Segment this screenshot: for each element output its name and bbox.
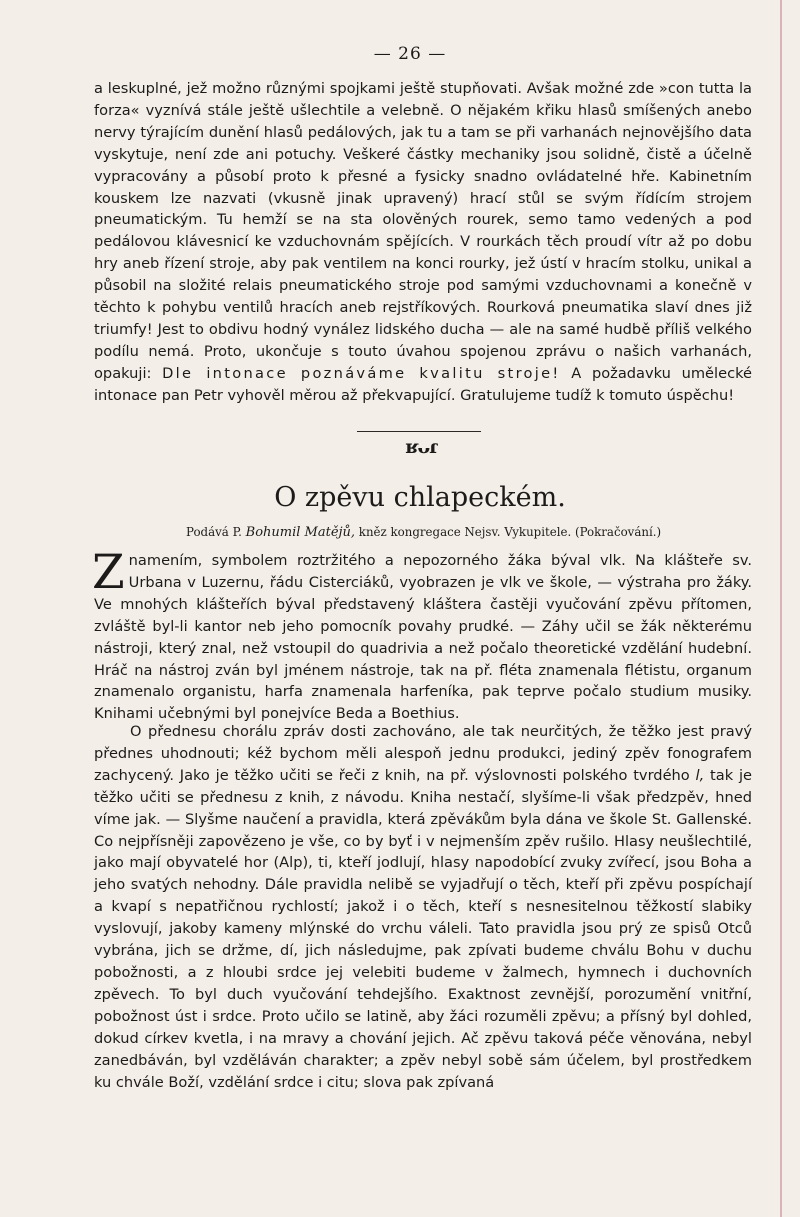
paragraph-text: tak je těžko učiti se přednesu z knih, z návodu. Kniha nestačí, slyšíme-li však předzpěv, hned víme jak. — Slyšme naučení a pravidla, která zpěvákům byla dána ve škole St. Gallenské. Co nejpřísněji zapovězeno je vše, co by byť i v nejmenším zpěv rušilo. Hlasy neušlechtilé, jako mají obyvatelé hor (Alp), ti, kteří jodlují, hlasy napodobící zvuky zvířecí, jsou Boha a jeho svatých nehodny. Dále pravidla nelibě se vyjadřují o těch, kteří při zpěvu pospíchají a kvapí s nepatřičnou rychlostí; jakož i o těch, kteří s nesnesitelnou těžkostí slabiky vyslovují, jakoby kameny mlýnské do vrchu váleli. Tato pravidla jsou prý ze spisů Otců vybrána, jich se držme, dí, jich následujme, pak zpívati budeme chválu Bohu v duchu pobožnosti, a z hloubi srdce jej velebiti budeme v žalmech, hymnech i duchovních zpěvech. To byl duch vyučování tehdejšího. Exaktnost zevnější, porozumění vnitřní, pobožnost úst i srdce. Proto učilo se latině, aby žáci rozuměli zpěvu; a přísný byl dohled, dokud církev kvetla, i na mravy a chování jejich. Ač zpěvu taková péče věnována, nebyl zanedbáván, byl vzděláván charakter; a zpěv nebyl sobě sám účelem, byl prostředkem ku chvále Boží, vzdělání srdce i citu; slova pak zpívaná bbox=[94, 766, 752, 1091]
paragraph-intro bbox=[92, 545, 752, 725]
page-number: — 26 — bbox=[373, 44, 447, 64]
ornament-icon: ʁᴗɾ bbox=[405, 436, 437, 458]
article-byline bbox=[186, 525, 746, 540]
section-divider bbox=[357, 431, 481, 432]
byline-suffix: kněz kongregace Nejsv. Vykupitele. (Pokračování.) bbox=[355, 525, 662, 539]
page-edge-line bbox=[780, 0, 782, 1217]
paragraph-organ-review bbox=[94, 78, 752, 407]
paragraph-text: O přednesu chorálu zpráv dosti zachováno, ale tak neurčitých, že těžko jest pravý přednes uhodnouti; kéž bychom měli alespoň jednu produkci, jediný zpěv fonografem zachycený. Jako je těžko učiti se řeči z knih, na př. výslovnosti polského tvrdého bbox=[94, 723, 752, 784]
paragraph-text: namením, symbolem roztržitého a nepozorného žáka býval vlk. Na klášteře sv. Urbana v Luzernu, řádu Cisterciáků, vyobrazen je vlk ve škole, — výstraha pro žáky. Ve mnohých klášteřích býval představený kláštera častěji vyučování zpěvu přítomen, zvláště byl-li kantor neb jeho pomocník povahy prudké. — Záhy učil se žák některému nástroji, který znal, než vstoupil do quadrivia a než počalo theoretické vzdělání hudební. Hráč na nástroj zván byl jménem nástroje, tak na př. fléta znamenala flétistu, organum znamenalo organistu, harfa znamenala harfeníka, pak teprve počalo studium musiky. Knihami učebnými byl ponejvíce Beda a Boethius. bbox=[94, 552, 752, 723]
byline-author: Bohumil Matějů, bbox=[245, 525, 356, 540]
paragraph-text: A požadavku umělecké intonace pan Petr vyhověl měrou až překvapující. Gratulujeme tudíž k tomuto úspěchu! bbox=[94, 364, 753, 404]
article-title: O zpěvu chlapeckém. bbox=[274, 482, 566, 513]
paragraph-chorale bbox=[94, 721, 752, 1093]
paragraph-text: a leskuplné, jež možno různými spojkami ještě stupňovati. Avšak možné zde »con tutta la forza« vyznívá stále ještě ušlechtile a velebně. O nějakém křiku hlasů smíšených anebo nervy týrajícím dunění hlasů pedálových, jak tu a tam se při varhanách nejnovějšího data vyskytuje, není zde ani potuchy. Veškeré částky mechaniky jsou solidně, čistě a účelně vypracovány a působí proto k přesné a fysicky snadno ovládatelné hře. Kabinetním kouskem lze nazvati (vkusně jinak upravený) hrací stůl se svým řídícím strojem pneumatickým. Tu hemží se na sta olověných rourek, semo tamo vedených a pod pedálovou klávesnicí ke vzduchovnám spějících. V rourkách těch proudí vítr až po dobu hry aneb řízení stroje, aby pak ventilem na konci rourky, jež ústí v hracím stolku, unikal a působil na složité relais pneumatického stroje pod samými vzduchovnami a konečně v těchto k pohybu ventilů hracích aneb rejstříkových. Rourková pneumatika slaví dnes již triumfy! Jest to obdivu hodný vynález lidského ducha — ale na samé hudbě příliš velkého podílu nemá. Proto, ukončuje s touto úvahou spojenou zprávu o našich varhanách, opakuji: bbox=[94, 80, 752, 382]
drop-cap: Z bbox=[92, 545, 125, 600]
byline-prefix: Podává P. bbox=[186, 525, 246, 539]
spaced-emphasis: Dle intonace poznáváme kvalitu stroje! bbox=[162, 364, 561, 382]
italic-letter: l, bbox=[695, 766, 705, 784]
